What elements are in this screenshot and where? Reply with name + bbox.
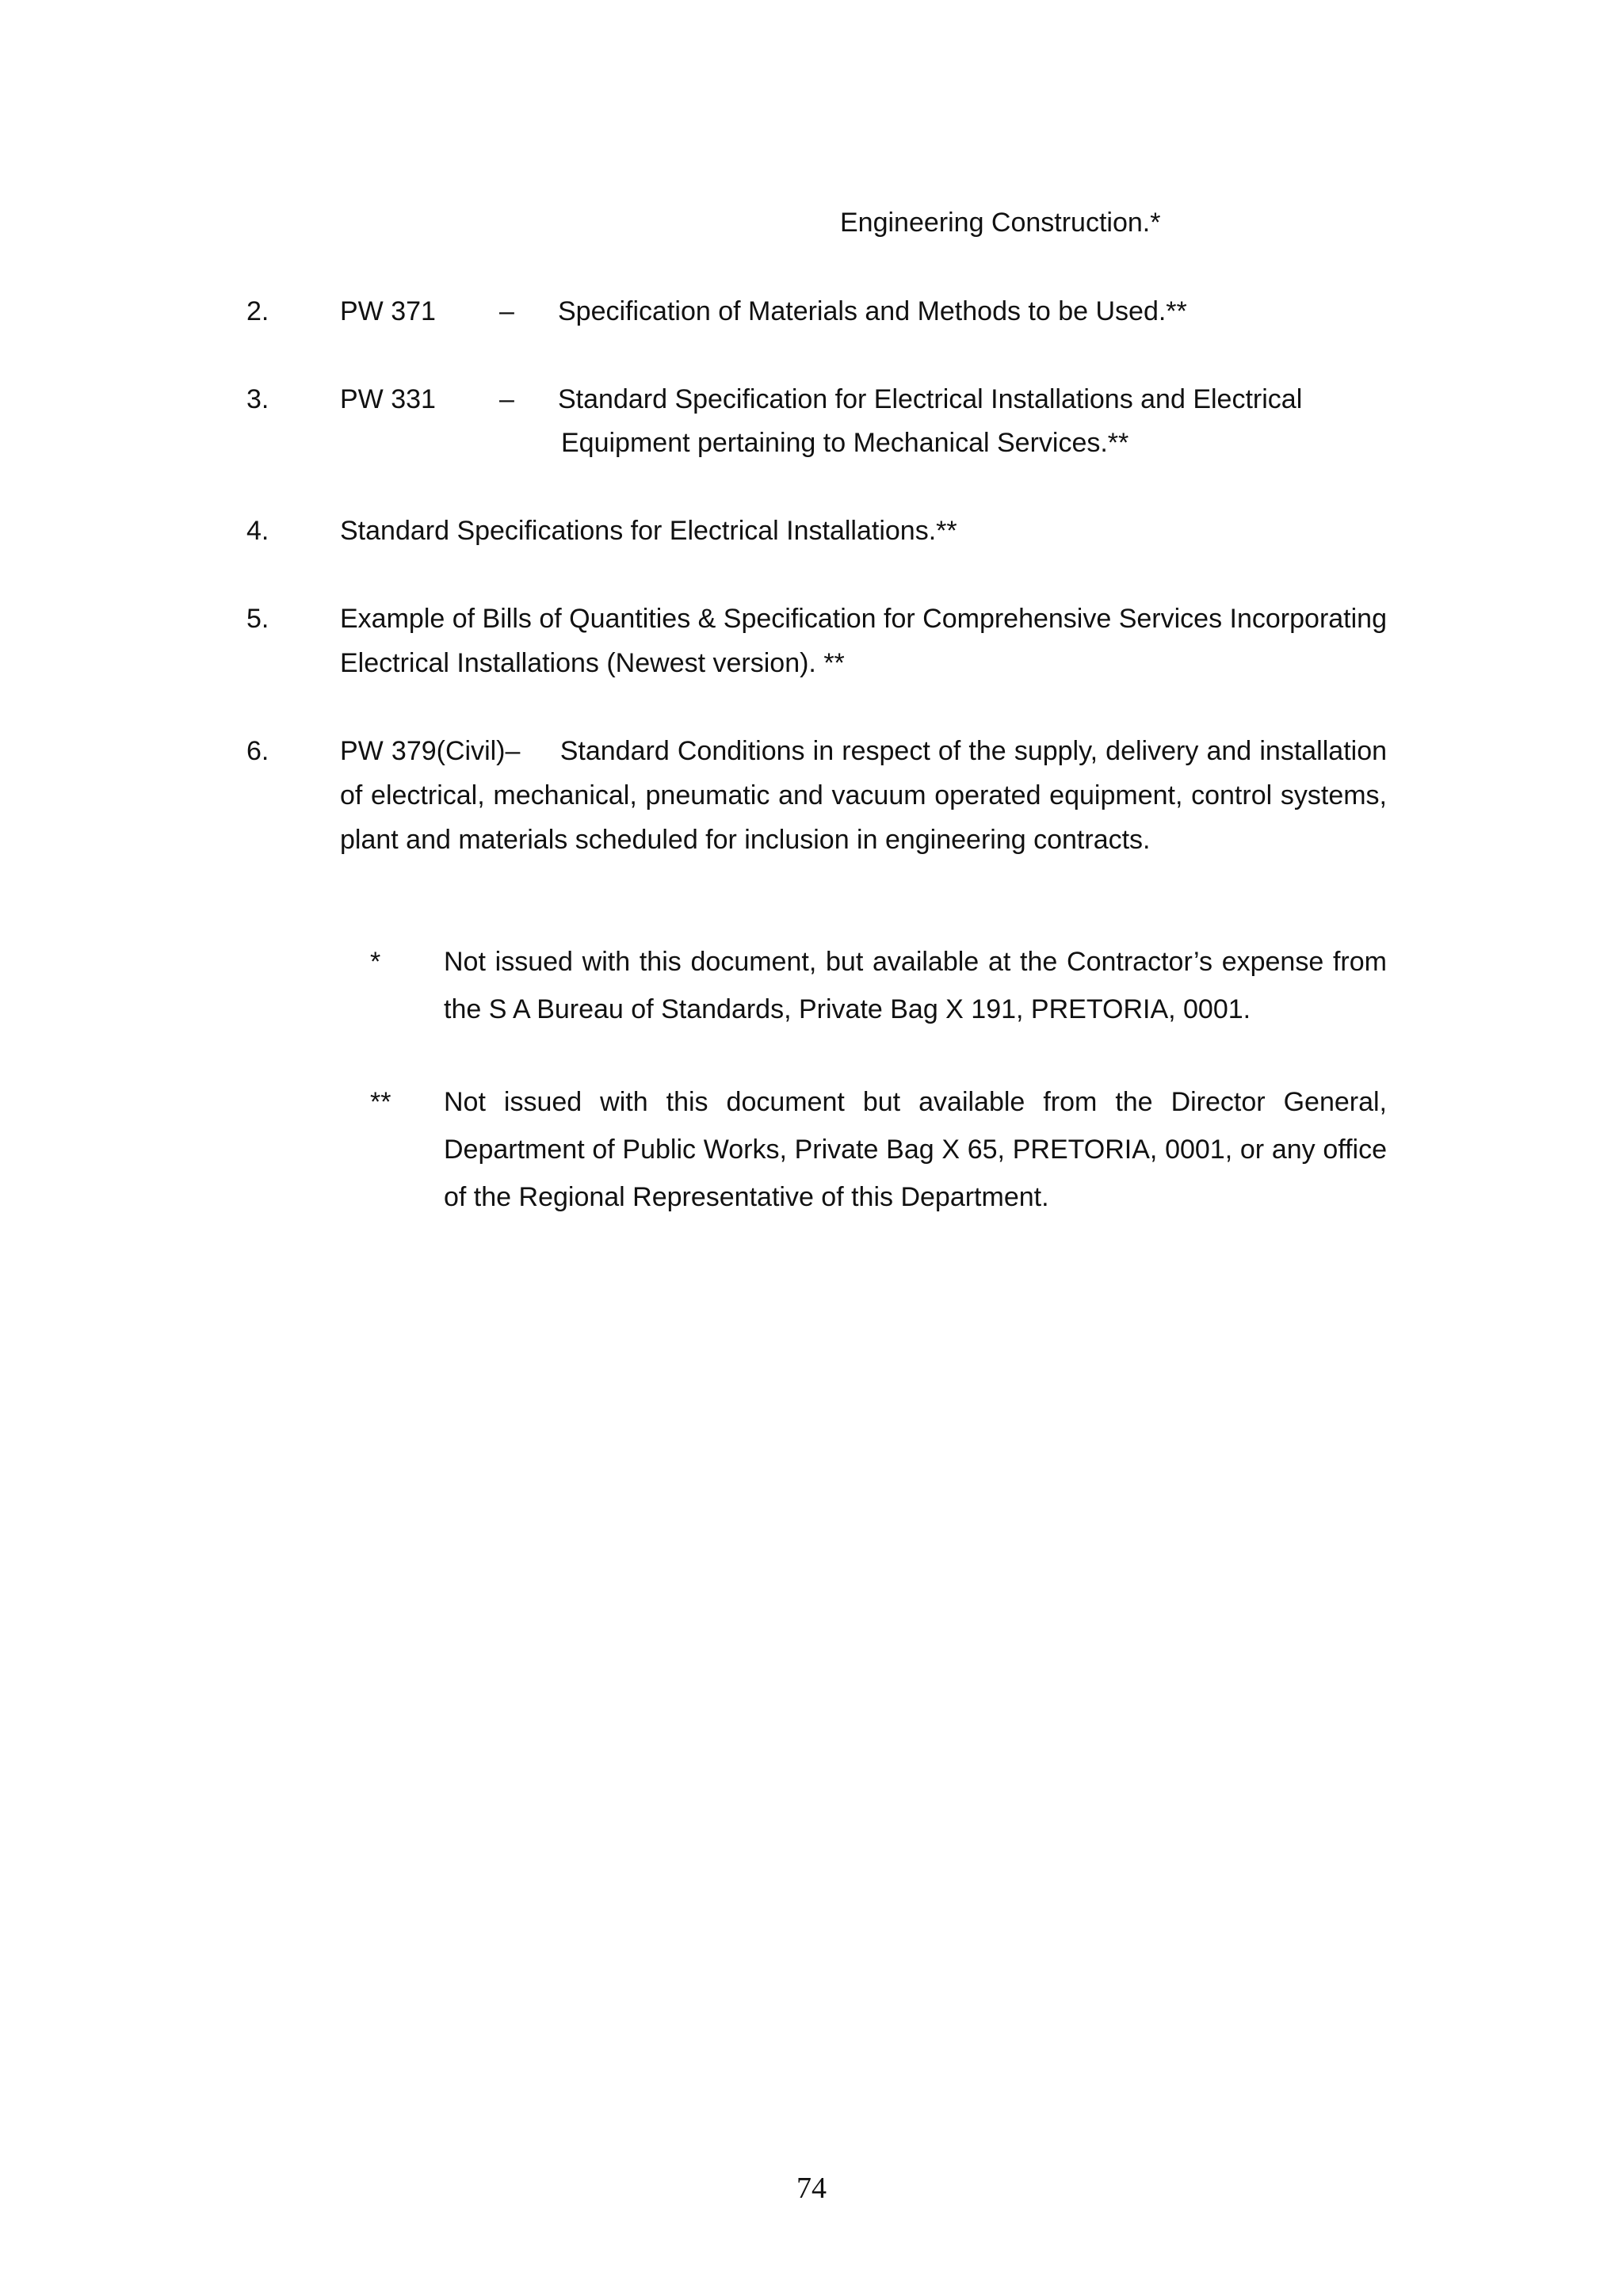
item-3-code: PW 331: [340, 384, 436, 414]
footnote-2-marker: **: [370, 1087, 391, 1117]
page-number: 74: [796, 2172, 827, 2205]
continuation-line: Engineering Construction.*: [840, 208, 1161, 238]
item-2-text: Specification of Materials and Methods to be Used.**: [558, 296, 1187, 326]
item-6-paragraph: [340, 729, 1387, 862]
item-5-number: 5.: [246, 604, 269, 634]
item-2-number: 2.: [246, 296, 269, 326]
item-6-lead: PW 379(Civil)–: [340, 736, 521, 766]
item-6-text: Standard Conditions in respect of the supply, delivery and installation of electrical, mechanical, pneumatic and vacuum operated equipment, control systems, plant and materials scheduled for inclusion in engineering contracts.: [340, 736, 1388, 855]
item-4-number: 4.: [246, 516, 269, 546]
item-3-dash: –: [499, 384, 514, 414]
item-3-number: 3.: [246, 384, 269, 414]
item-2-code: PW 371: [340, 296, 436, 326]
item-2-dash: –: [499, 296, 514, 326]
footnote-1-marker: *: [370, 947, 381, 977]
item-6-number: 6.: [246, 736, 269, 766]
footnote-2-text: Not issued with this document but available from the Director General, Department of Public Works, Private Bag X 65, PRETORIA, 0001, or any office of the Regional Representative of this Department.: [444, 1087, 1387, 1212]
footnote-1-text: Not issued with this document, but available at the Contractor’s expense from the S A Bureau of Standards, Private Bag X 191, PRETORIA, 0001.: [444, 947, 1387, 1024]
item-4-text: Standard Specifications for Electrical Installations.**: [340, 516, 957, 546]
item-3-text-line1: Standard Specification for Electrical Installations and Electrical: [558, 384, 1303, 414]
item-5-text: Example of Bills of Quantities & Specification for Comprehensive Services Incorporating Electrical Installations (Newest version). **: [340, 604, 1387, 678]
item-3-text-line2: Equipment pertaining to Mechanical Services.**: [561, 428, 1129, 458]
